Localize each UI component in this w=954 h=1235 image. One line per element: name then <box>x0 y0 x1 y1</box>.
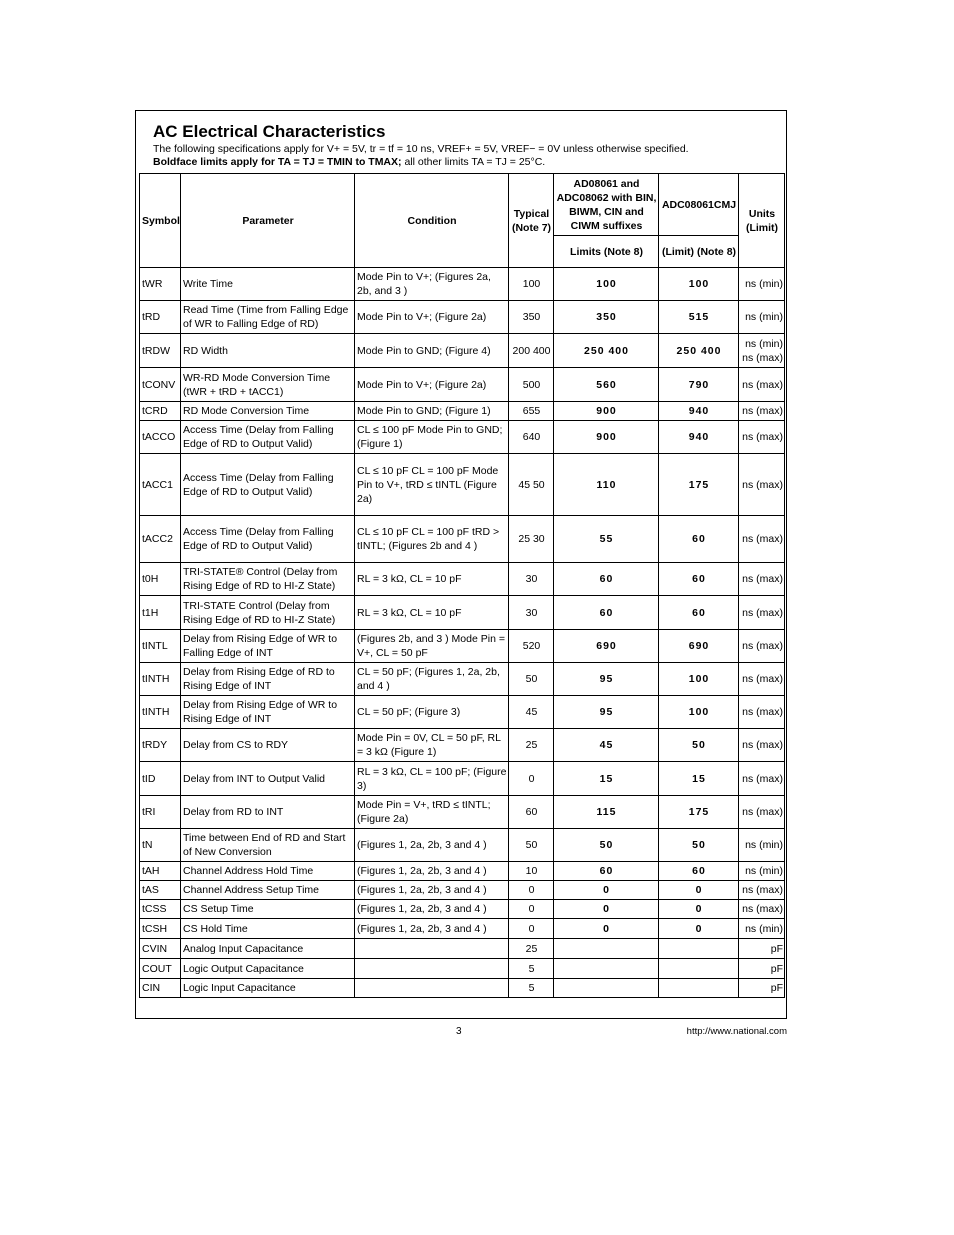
parameter-cell: CS Setup Time <box>181 900 355 919</box>
parameter-cell: TRI-STATE® Control (Delay from Rising Edge of RD to HI-Z State) <box>181 563 355 596</box>
limit-1-cell: 690 <box>554 630 659 663</box>
symbol-cell: tRDY <box>140 729 181 762</box>
table-row <box>140 563 785 596</box>
typical-cell: 50 <box>509 663 554 696</box>
table-row <box>140 881 785 900</box>
table-row <box>140 421 785 454</box>
parameter-cell: WR-RD Mode Conversion Time (tWR + tRD + tACC1) <box>181 368 355 402</box>
condition-cell: CL = 50 pF; (Figure 3) <box>355 696 509 729</box>
header-symbol: Symbol <box>140 174 181 268</box>
limit-2-cell: 100 <box>659 696 739 729</box>
parameter-cell: TRI-STATE Control (Delay from Rising Edge of RD to HI-Z State) <box>181 596 355 630</box>
limit-1-cell: 15 <box>554 762 659 796</box>
typical-cell: 500 <box>509 368 554 402</box>
header-condition: Condition <box>355 174 509 268</box>
typical-cell: 10 <box>509 862 554 881</box>
condition-cell: (Figures 2b, and 3 ) Mode Pin = V+, CL = 50 pF <box>355 630 509 663</box>
limit-2-cell: 100 <box>659 268 739 301</box>
limit-1-cell: 95 <box>554 663 659 696</box>
table-row <box>140 663 785 696</box>
table-row <box>140 762 785 796</box>
units-cell: ns (max) <box>739 368 785 402</box>
units-cell: ns (max) <box>739 729 785 762</box>
units-cell: ns (max) <box>739 881 785 900</box>
typical-cell: 640 <box>509 421 554 454</box>
header-limits-2: (Limit) (Note 8) <box>659 236 739 268</box>
parameter-cell: Delay from INT to Output Valid <box>181 762 355 796</box>
symbol-cell: tN <box>140 829 181 862</box>
symbol-cell: tID <box>140 762 181 796</box>
condition-cell <box>355 939 509 959</box>
parameter-cell: RD Width <box>181 334 355 368</box>
symbol-cell: tINTL <box>140 630 181 663</box>
units-cell: ns (max) <box>739 563 785 596</box>
table-row <box>140 729 785 762</box>
limit-1-cell: 350 <box>554 301 659 334</box>
limit-2-cell: 60 <box>659 516 739 563</box>
intro-text <box>153 143 768 169</box>
symbol-cell: t1H <box>140 596 181 630</box>
parameter-cell: Delay from Rising Edge of WR to Falling Edge of INT <box>181 630 355 663</box>
symbol-cell: tCONV <box>140 368 181 402</box>
units-cell: ns (min) <box>739 919 785 939</box>
table-row <box>140 919 785 939</box>
intro-bold: Boldface limits apply for TA = TJ = TMIN to TMAX; <box>153 156 402 168</box>
limit-1-cell: 45 <box>554 729 659 762</box>
symbol-cell: tAS <box>140 881 181 900</box>
limit-2-cell <box>659 939 739 959</box>
table-row <box>140 796 785 829</box>
header-parameter: Parameter <box>181 174 355 268</box>
units-cell: ns (min) <box>739 862 785 881</box>
condition-cell: Mode Pin to V+; (Figure 2a) <box>355 301 509 334</box>
header-typical: Typical (Note 7) <box>509 174 554 268</box>
parameter-cell: Access Time (Delay from Falling Edge of RD to Output Valid) <box>181 454 355 516</box>
parameter-cell: Logic Output Capacitance <box>181 959 355 979</box>
condition-cell: Mode Pin = V+, tRD ≤ tINTL; (Figure 2a) <box>355 796 509 829</box>
symbol-cell: tRDW <box>140 334 181 368</box>
symbol-cell: tACCO <box>140 421 181 454</box>
typical-cell: 5 <box>509 959 554 979</box>
limit-1-cell: 0 <box>554 919 659 939</box>
table-row <box>140 268 785 301</box>
typical-cell: 25 30 <box>509 516 554 563</box>
typical-cell: 520 <box>509 630 554 663</box>
table-row <box>140 630 785 663</box>
limit-2-cell: 175 <box>659 796 739 829</box>
limit-1-cell: 115 <box>554 796 659 829</box>
limit-1-cell: 55 <box>554 516 659 563</box>
limit-2-cell: 50 <box>659 829 739 862</box>
typical-cell: 60 <box>509 796 554 829</box>
units-cell: ns (max) <box>739 454 785 516</box>
typical-cell: 0 <box>509 919 554 939</box>
limit-1-cell: 95 <box>554 696 659 729</box>
table-row <box>140 900 785 919</box>
condition-cell: CL ≤ 10 pF CL = 100 pF tRD > tINTL; (Figures 2b and 4 ) <box>355 516 509 563</box>
table-row <box>140 829 785 862</box>
typical-cell: 0 <box>509 762 554 796</box>
condition-cell: Mode Pin = 0V, CL = 50 pF, RL = 3 kΩ (Figure 1) <box>355 729 509 762</box>
limit-2-cell: 60 <box>659 862 739 881</box>
symbol-cell: tCRD <box>140 402 181 421</box>
parameter-cell: Read Time (Time from Falling Edge of WR to Falling Edge of RD) <box>181 301 355 334</box>
limit-2-cell: 940 <box>659 421 739 454</box>
limit-1-cell <box>554 959 659 979</box>
parameter-cell: Analog Input Capacitance <box>181 939 355 959</box>
limit-1-cell <box>554 979 659 998</box>
header-limits-1: Limits (Note 8) <box>554 236 659 268</box>
symbol-cell: tAH <box>140 862 181 881</box>
limit-2-cell <box>659 979 739 998</box>
typical-cell: 350 <box>509 301 554 334</box>
parameter-cell: Access Time (Delay from Falling Edge of RD to Output Valid) <box>181 421 355 454</box>
limit-1-cell: 560 <box>554 368 659 402</box>
typical-cell: 25 <box>509 729 554 762</box>
parameter-cell: Delay from RD to INT <box>181 796 355 829</box>
table-row <box>140 454 785 516</box>
limit-1-cell: 0 <box>554 881 659 900</box>
units-cell: ns (max) <box>739 663 785 696</box>
limit-1-cell <box>554 939 659 959</box>
header-units: Units (Limit) <box>739 174 785 268</box>
limit-1-cell: 100 <box>554 268 659 301</box>
condition-cell: Mode Pin to V+; (Figures 2a, 2b, and 3 ) <box>355 268 509 301</box>
limit-1-cell: 60 <box>554 563 659 596</box>
header-group-2: ADC08061CMJ <box>659 174 739 236</box>
limit-1-cell: 60 <box>554 596 659 630</box>
symbol-cell: tINTH <box>140 663 181 696</box>
parameter-cell: Channel Address Hold Time <box>181 862 355 881</box>
limit-2-cell: 0 <box>659 919 739 939</box>
page-title: AC Electrical Characteristics <box>153 122 386 141</box>
intro-line-2 <box>153 156 768 169</box>
limit-1-cell: 0 <box>554 900 659 919</box>
parameter-cell: CS Hold Time <box>181 919 355 939</box>
condition-cell: Mode Pin to GND; (Figure 4) <box>355 334 509 368</box>
units-cell: ns (min) <box>739 829 785 862</box>
limit-2-cell: 250 400 <box>659 334 739 368</box>
symbol-cell: tCSH <box>140 919 181 939</box>
units-cell: ns (max) <box>739 696 785 729</box>
typical-cell: 25 <box>509 939 554 959</box>
parameter-cell: Access Time (Delay from Falling Edge of RD to Output Valid) <box>181 516 355 563</box>
page-number: 3 <box>456 1026 462 1037</box>
typical-cell: 50 <box>509 829 554 862</box>
footer-url: http://www.national.com <box>686 1026 787 1037</box>
units-cell: ns (max) <box>739 596 785 630</box>
units-cell: ns (min) <box>739 268 785 301</box>
parameter-cell: Write Time <box>181 268 355 301</box>
units-cell: pF <box>739 939 785 959</box>
table-body <box>140 268 785 998</box>
units-cell: ns (max) <box>739 516 785 563</box>
table-row <box>140 939 785 959</box>
typical-cell: 30 <box>509 563 554 596</box>
limit-1-cell: 50 <box>554 829 659 862</box>
units-cell: ns (min) <box>739 301 785 334</box>
symbol-cell: tCSS <box>140 900 181 919</box>
condition-cell: (Figures 1, 2a, 2b, 3 and 4 ) <box>355 829 509 862</box>
parameter-cell: Delay from Rising Edge of RD to Rising Edge of INT <box>181 663 355 696</box>
limit-2-cell: 790 <box>659 368 739 402</box>
typical-cell: 30 <box>509 596 554 630</box>
limit-2-cell: 50 <box>659 729 739 762</box>
ac-characteristics-table <box>139 173 785 998</box>
table-row <box>140 334 785 368</box>
symbol-cell: tACC2 <box>140 516 181 563</box>
intro-rest: all other limits TA = TJ = 25°C. <box>401 156 546 168</box>
parameter-cell: Logic Input Capacitance <box>181 979 355 998</box>
condition-cell: CL ≤ 10 pF CL = 100 pF Mode Pin to V+, tRD ≤ tINTL (Figure 2a) <box>355 454 509 516</box>
typical-cell: 100 <box>509 268 554 301</box>
typical-cell: 0 <box>509 881 554 900</box>
condition-cell: RL = 3 kΩ, CL = 10 pF <box>355 596 509 630</box>
condition-cell: Mode Pin to V+; (Figure 2a) <box>355 368 509 402</box>
header-group-1: AD08061 and ADC08062 with BIN, BIWM, CIN and CIWM suffixes <box>554 174 659 236</box>
units-cell: ns (max) <box>739 630 785 663</box>
parameter-cell: Delay from Rising Edge of WR to Rising Edge of INT <box>181 696 355 729</box>
symbol-cell: t0H <box>140 563 181 596</box>
symbol-cell: tACC1 <box>140 454 181 516</box>
typical-cell: 45 <box>509 696 554 729</box>
condition-cell: (Figures 1, 2a, 2b, 3 and 4 ) <box>355 900 509 919</box>
condition-cell: CL = 50 pF; (Figures 1, 2a, 2b, and 4 ) <box>355 663 509 696</box>
parameter-cell: Channel Address Setup Time <box>181 881 355 900</box>
limit-2-cell: 175 <box>659 454 739 516</box>
units-cell: ns (min) ns (max) <box>739 334 785 368</box>
symbol-cell: CVIN <box>140 939 181 959</box>
intro-line-1: The following specifications apply for V+ = 5V, tr = tf = 10 ns, VREF+ = 5V, VREF− = 0V unless otherwise specified. <box>153 143 689 155</box>
parameter-cell: Time between End of RD and Start of New Conversion <box>181 829 355 862</box>
units-cell: ns (max) <box>739 796 785 829</box>
units-cell: pF <box>739 959 785 979</box>
table-row <box>140 301 785 334</box>
table-row <box>140 959 785 979</box>
table-row <box>140 979 785 998</box>
parameter-cell: Delay from CS to RDY <box>181 729 355 762</box>
typical-cell: 655 <box>509 402 554 421</box>
limit-1-cell: 60 <box>554 862 659 881</box>
units-cell: ns (max) <box>739 402 785 421</box>
limit-2-cell: 60 <box>659 596 739 630</box>
limit-2-cell: 15 <box>659 762 739 796</box>
limit-2-cell: 60 <box>659 563 739 596</box>
units-cell: ns (max) <box>739 421 785 454</box>
units-cell: pF <box>739 979 785 998</box>
limit-2-cell: 690 <box>659 630 739 663</box>
symbol-cell: tRI <box>140 796 181 829</box>
limit-1-cell: 900 <box>554 402 659 421</box>
table-row <box>140 516 785 563</box>
table-row <box>140 696 785 729</box>
units-cell: ns (max) <box>739 762 785 796</box>
typical-cell: 200 400 <box>509 334 554 368</box>
symbol-cell: tWR <box>140 268 181 301</box>
limit-1-cell: 110 <box>554 454 659 516</box>
condition-cell: RL = 3 kΩ, CL = 10 pF <box>355 563 509 596</box>
condition-cell: CL ≤ 100 pF Mode Pin to GND; (Figure 1) <box>355 421 509 454</box>
symbol-cell: COUT <box>140 959 181 979</box>
parameter-cell: RD Mode Conversion Time <box>181 402 355 421</box>
condition-cell: (Figures 1, 2a, 2b, 3 and 4 ) <box>355 862 509 881</box>
limit-2-cell: 0 <box>659 881 739 900</box>
limit-1-cell: 250 400 <box>554 334 659 368</box>
table-row <box>140 402 785 421</box>
limit-2-cell: 0 <box>659 900 739 919</box>
condition-cell <box>355 959 509 979</box>
units-cell: ns (max) <box>739 900 785 919</box>
condition-cell: (Figures 1, 2a, 2b, 3 and 4 ) <box>355 881 509 900</box>
limit-2-cell: 515 <box>659 301 739 334</box>
condition-cell: Mode Pin to GND; (Figure 1) <box>355 402 509 421</box>
typical-cell: 0 <box>509 900 554 919</box>
symbol-cell: CIN <box>140 979 181 998</box>
limit-2-cell <box>659 959 739 979</box>
table-row <box>140 596 785 630</box>
condition-cell <box>355 979 509 998</box>
typical-cell: 5 <box>509 979 554 998</box>
condition-cell: (Figures 1, 2a, 2b, 3 and 4 ) <box>355 919 509 939</box>
limit-2-cell: 940 <box>659 402 739 421</box>
symbol-cell: tRD <box>140 301 181 334</box>
limit-1-cell: 900 <box>554 421 659 454</box>
table-row <box>140 862 785 881</box>
limit-2-cell: 100 <box>659 663 739 696</box>
table-row <box>140 368 785 402</box>
symbol-cell: tINTH <box>140 696 181 729</box>
typical-cell: 45 50 <box>509 454 554 516</box>
condition-cell: RL = 3 kΩ, CL = 100 pF; (Figure 3) <box>355 762 509 796</box>
